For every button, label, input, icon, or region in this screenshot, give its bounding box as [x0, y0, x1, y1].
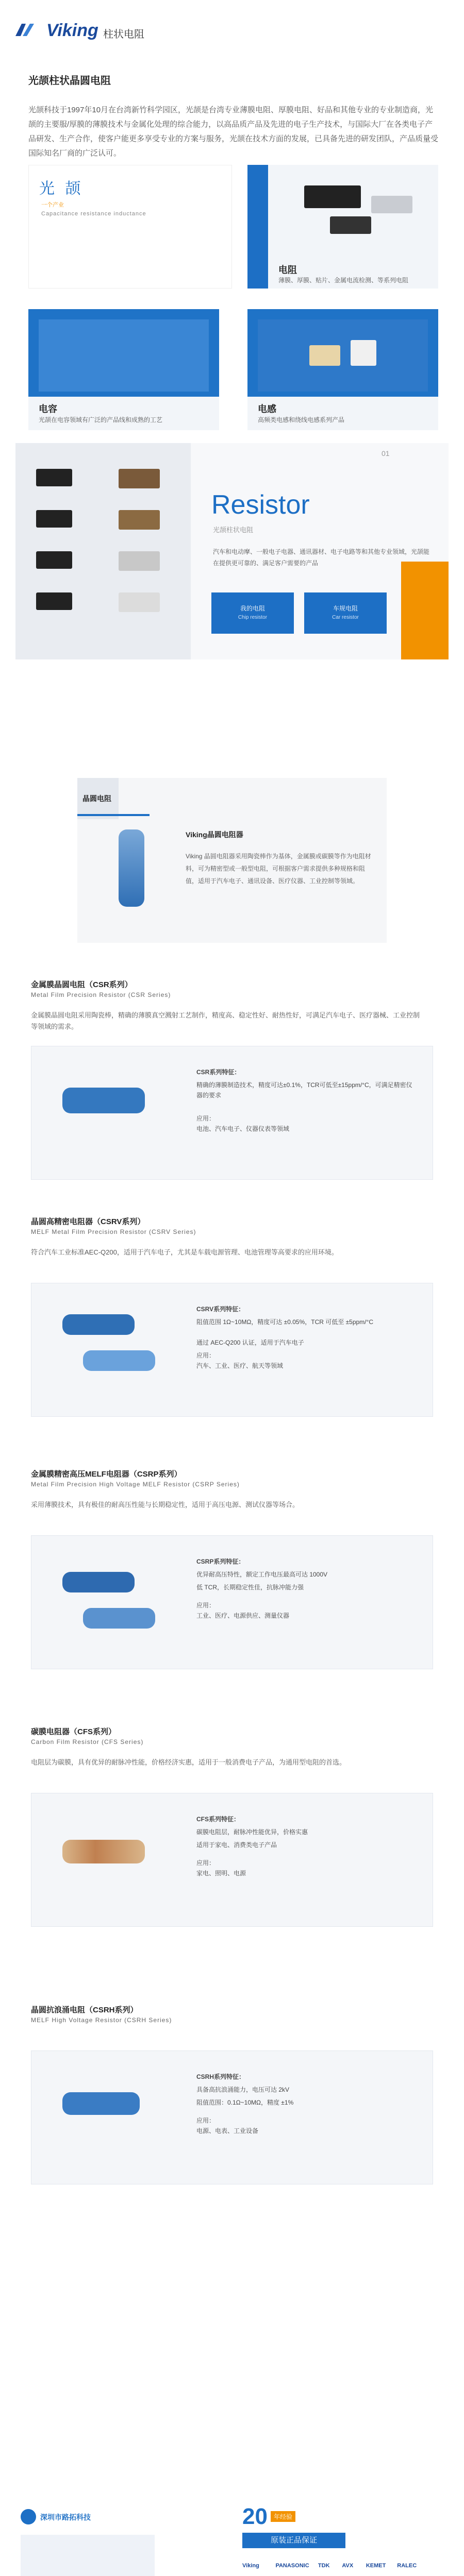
capacitor-image: [39, 319, 209, 392]
category-desc: 高频类电感和绕线电感系列产品: [258, 416, 345, 423]
company-logo-icon: [21, 2509, 36, 2524]
brand-logo: KEMET: [366, 2563, 386, 2569]
product-name: 晶圆抗浪涌电阻（CSRH系列）: [31, 2006, 138, 2014]
brand-name: Viking: [46, 21, 98, 40]
product-name: 金属膜精密高压MELF电阻器（CSRP系列）: [31, 1470, 182, 1479]
spec-item: 应用：: [196, 1115, 216, 1122]
resistor-card[interactable]: [247, 165, 438, 289]
product-image: [62, 1572, 135, 1592]
intro-title: 光颉柱状晶圆电阻: [28, 75, 111, 87]
partner-product-image: [21, 2535, 155, 2576]
spec-item: 低 TCR，长期稳定性佳，抗脉冲能力强: [196, 1584, 304, 1591]
spec-title: CSRP系列特征：: [196, 1558, 245, 1565]
spec-item: 应用：: [196, 1859, 216, 1867]
product-name: 晶圆高精密电阻器（CSRV系列）: [31, 1217, 145, 1226]
brand-logo: RALEC: [397, 2563, 417, 2569]
orange-accent: [401, 562, 449, 659]
spec-item: 电源、电表、工业设备: [196, 2127, 259, 2134]
spec-item: 家电、照明、电源: [196, 1870, 246, 1877]
brand-card-tag: 一个产业: [41, 202, 64, 208]
resistor-title: Resistor: [211, 490, 310, 520]
product-section: [31, 979, 433, 1185]
product-spec-box: [31, 2050, 433, 2184]
brand-logo: PANASONIC: [275, 2563, 309, 2569]
resistor-panel: [15, 443, 449, 659]
spec-item: 碳膜电阻层，耐脉冲性能优异，价格实惠: [196, 1828, 308, 1836]
capacitor-card[interactable]: [28, 309, 219, 430]
spec-title: CSRV系列特征：: [196, 1306, 245, 1313]
product-desc: 金属膜晶圆电阻采用陶瓷棒，精确的薄膜真空溅射工艺制作，精度高、稳定性好、耐热性好，可满足汽车电子、医疗器械、工业控制等领域的需求。: [31, 1011, 420, 1030]
brand-card-title: 光 颉: [39, 180, 84, 197]
car-resistor-button[interactable]: 车规电阻 Car resistor: [304, 592, 387, 634]
wafer-desc: Viking 晶圆电阻器采用陶瓷棒作为基体，金属膜或碳膜等作为电阻材料，可为精密型或一般型电阻，可根据客户需求提供多种规格和阻值，适用于汽车电子、通讯设备、医疗仪器、工业控制等领域。: [186, 853, 371, 885]
resistor-desc: 汽车和电动摩、一般电子电器、通讯器材、电子电路等和其他专业领域，光颉能在提供更可靠的、满足客户需要的产品: [213, 548, 430, 567]
spec-item: 电池、汽车电子、仪器仪表等领域: [196, 1125, 290, 1132]
brand-logo: Viking: [242, 2563, 259, 2569]
spec-item: 精确的薄膜制造技术，精度可达±0.1%，TCR可低至±15ppm/°C，可满足精密仪器的要求: [196, 1081, 412, 1099]
wafer-heading: 晶圆电阻: [82, 794, 111, 803]
spec-title: CSRH系列特征：: [196, 2073, 245, 2080]
spec-item: 适用于家电、消费类电子产品: [196, 1841, 277, 1849]
product-desc: 电阻层为碳膜，具有优异的耐脉冲性能，价格经济实惠，适用于一般消费电子产品，为通用型电阻的首选。: [31, 1758, 346, 1766]
brand-logo: AVX: [342, 2563, 354, 2569]
wafer-section: [0, 685, 464, 963]
product-image: [83, 1608, 155, 1629]
viking-logo-icon: [14, 23, 43, 37]
wafer-subtitle: Viking晶圆电阻器: [186, 831, 243, 839]
product-spec-box: [31, 1046, 433, 1180]
product-name: 金属膜晶圆电阻（CSR系列）: [31, 980, 132, 989]
inductor-card[interactable]: [247, 309, 438, 430]
spec-item: 阻值范围 1Ω~10MΩ，精度可达 ±0.05%，TCR 可低至 ±5ppm/°C: [196, 1318, 373, 1326]
product-image: [83, 1350, 155, 1371]
category-desc: 薄膜、厚膜、贴片、金属电流检测、等系列电阻: [278, 277, 409, 284]
spec-item: 通过 AEC-Q200 认证，适用于汽车电子: [196, 1339, 304, 1346]
company-logo-text: 深圳市路拓科技: [40, 2513, 91, 2521]
intro-text: 光颉科技于1997年10月在台湾新竹科学园区，光颉是台湾专业薄膜电阻、厚膜电阻、好品和其他专业的专业制造商，光颉的主要服/厚膜的薄膜技术与金属化处理的综合能力，以高品质产品及先进的电子生产技术，与国际大厂在各类电子产品研发、生产合作，使客户能更多享受专业的方案与服务，光颉在技术方面的发展，已具备先进的研发团队，产品质量受国际知名厂商的广泛认可。: [28, 106, 439, 158]
product-section: [31, 1726, 433, 1932]
product-section: [31, 2004, 433, 2200]
resistor-photo: [15, 443, 191, 659]
product-name: 碳膜电阻器（CFS系列）: [31, 1727, 117, 1736]
category-title: 电阻: [278, 265, 297, 275]
spec-item: 阻值范围：0.1Ω~10MΩ，精度 ±1%: [196, 2099, 294, 2106]
product-spec-box: [31, 1535, 433, 1669]
product-desc: 符合汽车工业标准AEC-Q200，适用于汽车电子，尤其是车载电源管理、电池管理等高要求的应用环境。: [31, 1248, 338, 1256]
product-en-name: Metal Film Precision Resistor (CSR Series): [31, 991, 171, 998]
product-spec-box: [31, 1793, 433, 1927]
product-en-name: MELF High Voltage Resistor (CSRH Series): [31, 2016, 172, 2024]
brand-card: [28, 165, 232, 289]
brand-card-sub: Capacitance resistance inductance: [41, 211, 146, 217]
page-number: 01: [382, 449, 390, 457]
product-image: [62, 1840, 145, 1863]
product-en-name: MELF Metal Film Precision Resistor (CSRV Series): [31, 1228, 196, 1235]
years-number: 20: [242, 2504, 268, 2529]
partner-banner: [0, 2488, 464, 2576]
spec-title: CFS系列特征：: [196, 1816, 240, 1823]
product-desc: 采用薄膜技术，具有极佳的耐高压性能与长期稳定性，适用于高压电源、测试仪器等场合。: [31, 1501, 300, 1509]
brand-logos: [242, 2561, 443, 2570]
spec-title: CSR系列特征：: [196, 1069, 241, 1076]
card-accent-bar: [247, 165, 268, 289]
category-title: 电容: [39, 404, 57, 414]
category-title: 电感: [258, 404, 276, 414]
spec-item: 应用：: [196, 1352, 216, 1359]
product-en-name: Metal Film Precision High Voltage MELF Resistor (CSRP Series): [31, 1481, 240, 1488]
spec-item: 具备高抗浪涌能力，电压可达 2kV: [196, 2086, 290, 2093]
product-section: [31, 1216, 433, 1422]
brand-name-cn: 柱状电阻: [103, 29, 144, 40]
spec-item: 优异耐高压特性，额定工作电压最高可达 1000V: [196, 1571, 328, 1578]
chip-resistor-image: [371, 196, 412, 213]
spec-item: 工业、医疗、电源供应、测量仪器: [196, 1612, 290, 1619]
chip-resistor-image: [330, 216, 371, 234]
partner-title: 原装正品保证: [242, 2533, 345, 2548]
inductor-image: [258, 319, 428, 392]
brand-logo: TDK: [318, 2563, 330, 2569]
spec-item: 应用：: [196, 1602, 216, 1609]
product-en-name: Carbon Film Resistor (CFS Series): [31, 1738, 144, 1745]
category-desc: 光颉在电容领域有广泛的产品线和成熟的工艺: [39, 416, 163, 423]
wafer-resistor-image: [119, 829, 144, 907]
resistor-subtitle: 光颉柱状电阻: [213, 526, 254, 534]
chip-resistor-image: [304, 185, 361, 208]
years-badge: 年经验: [271, 2511, 295, 2522]
product-image: [62, 2092, 140, 2115]
page-header: [0, 0, 464, 57]
product-spec-box: [31, 1283, 433, 1417]
product-image: [62, 1088, 145, 1113]
chip-resistor-button[interactable]: 我的电阻 Chip resistor: [211, 592, 294, 634]
spec-item: 汽车、工业、医疗、航天等领域: [196, 1362, 284, 1369]
spec-item: 应用：: [196, 2117, 216, 2124]
product-section: [31, 1468, 433, 1674]
product-image: [62, 1314, 135, 1335]
